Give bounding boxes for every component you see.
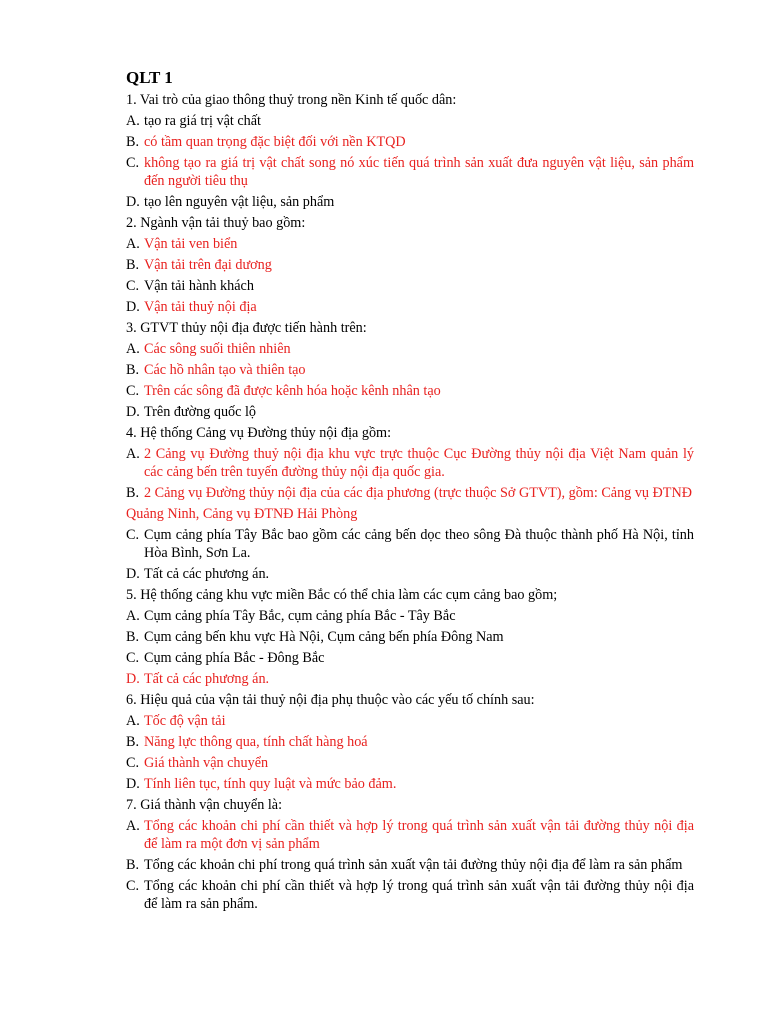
option-text: Trên các sông đã được kênh hóa hoặc kênh nhân tạo xyxy=(144,383,441,399)
option-text: có tầm quan trọng đặc biệt đối với nền KTQD xyxy=(144,134,406,150)
answer-option xyxy=(126,235,694,253)
answer-option xyxy=(126,340,694,358)
option-text: Tốc độ vận tải xyxy=(144,713,226,729)
option-letter: B. xyxy=(126,257,140,273)
option-text: Vận tải trên đại dương xyxy=(144,257,272,273)
option-text: Cụm cảng bến khu vực Hà Nội, Cụm cảng bến phía Đông Nam xyxy=(144,629,504,645)
question-text: 3. GTVT thủy nội địa được tiến hành trên: xyxy=(126,320,367,336)
option-letter: A. xyxy=(126,113,140,129)
option-text: Cụm cảng phía Tây Bắc, cụm cảng phía Bắc - Tây Bắc xyxy=(144,608,456,624)
option-letter: C. xyxy=(126,650,140,666)
option-text: 2 Cảng vụ Đường thuỷ nội địa khu vực trực thuộc Cục Đường thủy nội địa Việt Nam quản lý các cảng bến trên tuyến đường thủy nội địa quốc gia. xyxy=(144,446,694,480)
answer-option xyxy=(126,565,694,583)
option-text: Các sông suối thiên nhiên xyxy=(144,341,291,357)
option-text: Vận tải ven biển xyxy=(144,236,238,252)
option-letter: A. xyxy=(126,446,140,462)
option-text: Cụm cảng phía Bắc - Đông Bắc xyxy=(144,650,325,666)
question-text: 2. Ngành vận tải thuỷ bao gồm: xyxy=(126,215,306,231)
option-letter: B. xyxy=(126,629,140,645)
answer-option xyxy=(126,607,694,625)
option-text: 2 Cảng vụ Đường thủy nội địa của các địa phương (trực thuộc Sở GTVT), gồm: Cảng vụ ĐTNĐ xyxy=(144,485,692,501)
option-text: Các hồ nhân tạo và thiên tạo xyxy=(144,362,306,378)
question-text: 4. Hệ thống Cảng vụ Đường thủy nội địa gồm: xyxy=(126,425,392,441)
option-text: không tạo ra giá trị vật chất song nó xúc tiến quá trình sản xuất đưa nguyên vật liệu, sản phẩm đến người tiêu thụ xyxy=(144,155,694,189)
option-text: Giá thành vận chuyển xyxy=(144,755,269,771)
question-text: 1. Vai trò của giao thông thuỷ trong nền Kinh tế quốc dân: xyxy=(126,92,457,108)
question-text: 5. Hệ thống cảng khu vực miền Bắc có thể chia làm các cụm cảng bao gồm; xyxy=(126,587,558,603)
option-letter: B. xyxy=(126,857,140,873)
option-letter: D. xyxy=(126,776,140,792)
answer-option xyxy=(126,277,694,295)
answer-option xyxy=(126,670,694,688)
option-letter: B. xyxy=(126,734,140,750)
option-letter: A. xyxy=(126,713,140,729)
option-letter: D. xyxy=(126,194,140,210)
question-text: 7. Giá thành vận chuyển là: xyxy=(126,797,283,813)
option-text: Tổng các khoản chi phí cần thiết và hợp lý trong quá trình sản xuất vận tải đường thủy nội địa để làm ra sản phẩm. xyxy=(144,878,694,912)
answer-option xyxy=(126,817,694,853)
option-letter: C. xyxy=(126,527,140,543)
option-text: Tổng các khoản chi phí cần thiết và hợp lý trong quá trình sản xuất vận tải đường thủy nội địa để làm ra một đơn vị sản phẩm xyxy=(144,818,694,852)
answer-option xyxy=(126,733,694,751)
answer-option xyxy=(126,193,694,211)
option-text: Cụm cảng phía Tây Bắc bao gồm các cảng bến dọc theo sông Đà thuộc thành phố Hà Nội, tỉnh Hòa Bình, Sơn La. xyxy=(144,527,694,561)
answer-option xyxy=(126,856,694,874)
option-text: Năng lực thông qua, tính chất hàng hoá xyxy=(144,734,368,750)
option-letter: D. xyxy=(126,404,140,420)
answer-option xyxy=(126,112,694,130)
option-text: Tất cả các phương án. xyxy=(144,566,270,582)
option-letter: B. xyxy=(126,485,140,501)
option-letter: B. xyxy=(126,134,140,150)
answer-option xyxy=(126,484,694,502)
answer-option xyxy=(126,154,694,190)
option-letter: C. xyxy=(126,278,140,294)
option-text: Tất cả các phương án. xyxy=(144,671,270,687)
answer-option xyxy=(126,877,694,913)
question-text: 6. Hiệu quả của vận tải thuỷ nội địa phụ thuộc vào các yếu tố chính sau: xyxy=(126,692,535,708)
option-letter: A. xyxy=(126,608,140,624)
option-letter: A. xyxy=(126,818,140,834)
option-letter: C. xyxy=(126,383,140,399)
answer-option xyxy=(126,775,694,793)
answer-option xyxy=(126,712,694,730)
option-text: tạo lên nguyên vật liệu, sản phẩm xyxy=(144,194,335,210)
option-letter: D. xyxy=(126,566,140,582)
option-letter: C. xyxy=(126,878,140,894)
option-letter: A. xyxy=(126,341,140,357)
answer-option xyxy=(126,754,694,772)
document-title: QLT 1 xyxy=(126,68,173,87)
answer-option xyxy=(126,628,694,646)
option-letter: A. xyxy=(126,236,140,252)
document-body xyxy=(126,91,694,913)
answer-option xyxy=(126,649,694,667)
answer-option xyxy=(126,256,694,274)
option-text: Tính liên tục, tính quy luật và mức bảo đảm. xyxy=(144,776,397,792)
answer-option xyxy=(126,382,694,400)
answer-option xyxy=(126,526,694,562)
option-text: tạo ra giá trị vật chất xyxy=(144,113,261,129)
option-letter: B. xyxy=(126,362,140,378)
answer-option xyxy=(126,403,694,421)
option-text: Trên đường quốc lộ xyxy=(144,404,257,420)
option-text: Tổng các khoản chi phí trong quá trình sản xuất vận tải đường thủy nội địa để làm ra sản phẩm xyxy=(144,857,683,873)
option-letter: C. xyxy=(126,755,140,771)
continuation-text: Quảng Ninh, Cảng vụ ĐTNĐ Hải Phòng xyxy=(126,506,358,522)
answer-option xyxy=(126,298,694,316)
answer-option xyxy=(126,445,694,481)
option-letter: C. xyxy=(126,155,140,171)
answer-option xyxy=(126,133,694,151)
option-letter: D. xyxy=(126,299,140,315)
option-letter: D. xyxy=(126,671,140,687)
option-text: Vận tải hành khách xyxy=(144,278,254,294)
answer-option xyxy=(126,361,694,379)
document-page xyxy=(126,66,694,916)
option-text: Vận tải thuỷ nội địa xyxy=(144,299,257,315)
